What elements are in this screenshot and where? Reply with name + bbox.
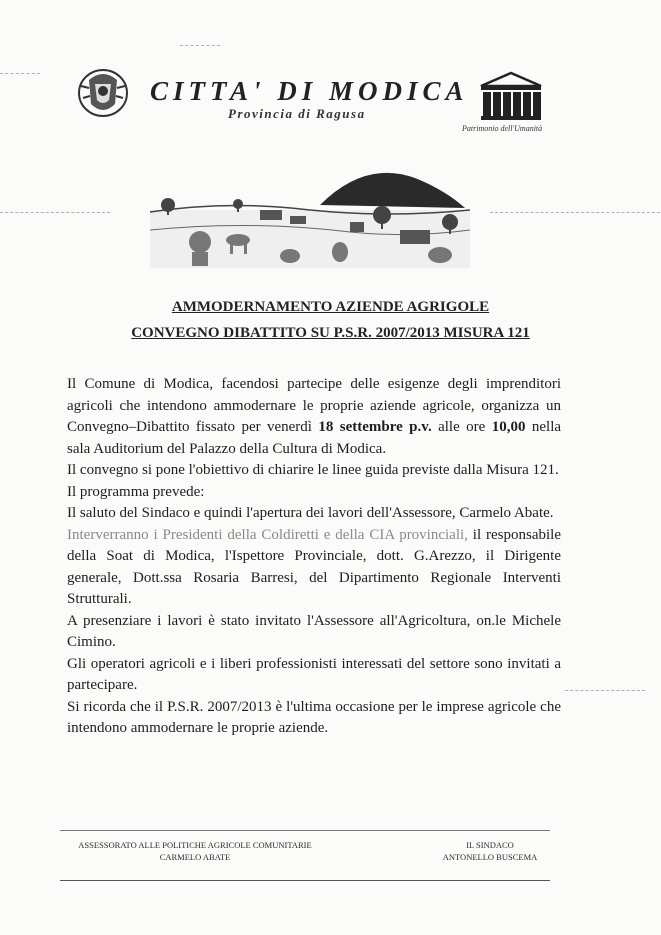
footer-rule-bottom: [60, 880, 550, 881]
headline-2: CONVEGNO DIBATTITO SU P.S.R. 2007/2013 MISURA 121: [131, 325, 530, 341]
landscape-illustration: [150, 160, 470, 268]
paragraph-reminder: Si ricorda che il P.S.R. 2007/2013 è l'ultima occasione per le imprese agricole che intendono ammodernare le proprie aziende.: [67, 698, 561, 736]
province-subtitle: Provincia di Ragusa: [228, 106, 366, 121]
scan-artifact: [565, 690, 645, 692]
scan-artifact: [180, 45, 220, 47]
paragraph-objective: Il convegno si pone l'obiettivo di chiarire le linee guida previste dalla Misura 121.: [67, 462, 559, 478]
scan-artifact: [490, 212, 660, 214]
paragraph-program-heading: Il programma prevede:: [67, 483, 205, 500]
paragraph-speakers: Interverranno i Presidenti della Coldiretti e della CIA provinciali, il responsabile della Soat di Modica, l'Ispettore Provinciale, dott. G.Arezzo, il Dirigente generale, Dott.ssa Rosaria Barresi, del Dipartimento Regionale Interventi Strutturali.: [67, 526, 561, 607]
headline-1: AMMODERNAMENTO AZIENDE AGRIGOLE: [171, 299, 490, 315]
footer-rule-top: [60, 830, 550, 831]
paragraph-invited: A presenziare i lavori è stato invitato l'Assessore all'Agricoltura, on.le Michele Cimino.: [67, 612, 561, 650]
footer-sindaco: IL SINDACO ANTONELLO BUSCEMA: [442, 840, 538, 862]
city-title: CITTA' DI MODICA: [150, 76, 469, 106]
footer-assessorato: ASSESSORATO ALLE POLITICHE AGRICOLE COMUNITARIE CARMELO ABATE: [78, 840, 312, 862]
unesco-logo-icon: [477, 70, 545, 122]
paragraph-intro: Il Comune di Modica, facendosi partecipe delle esigenze degli imprenditori agricoli che intendono ammodernare le proprie aziende agricole, organizza un Convegno–Dibattito fissato per venerdì 18 settembre p.v. alle ore 10,00 nella sala Auditorium del Palazzo della Cultura di Modica.: [67, 376, 562, 457]
scan-artifact: [0, 73, 40, 75]
unesco-caption: Patrimonio dell'Umanità: [462, 124, 543, 133]
announcement-body: [67, 374, 561, 740]
paragraph-participants: Gli operatori agricoli e i liberi professionisti interessati del settore sono invitati a partecipare.: [67, 655, 561, 693]
scan-artifact: [0, 212, 110, 214]
paragraph-greeting: Il saluto del Sindaco e quindi l'apertura dei lavori dell'Assessore, Carmelo Abate.: [67, 505, 554, 521]
city-crest-icon: [75, 66, 131, 120]
